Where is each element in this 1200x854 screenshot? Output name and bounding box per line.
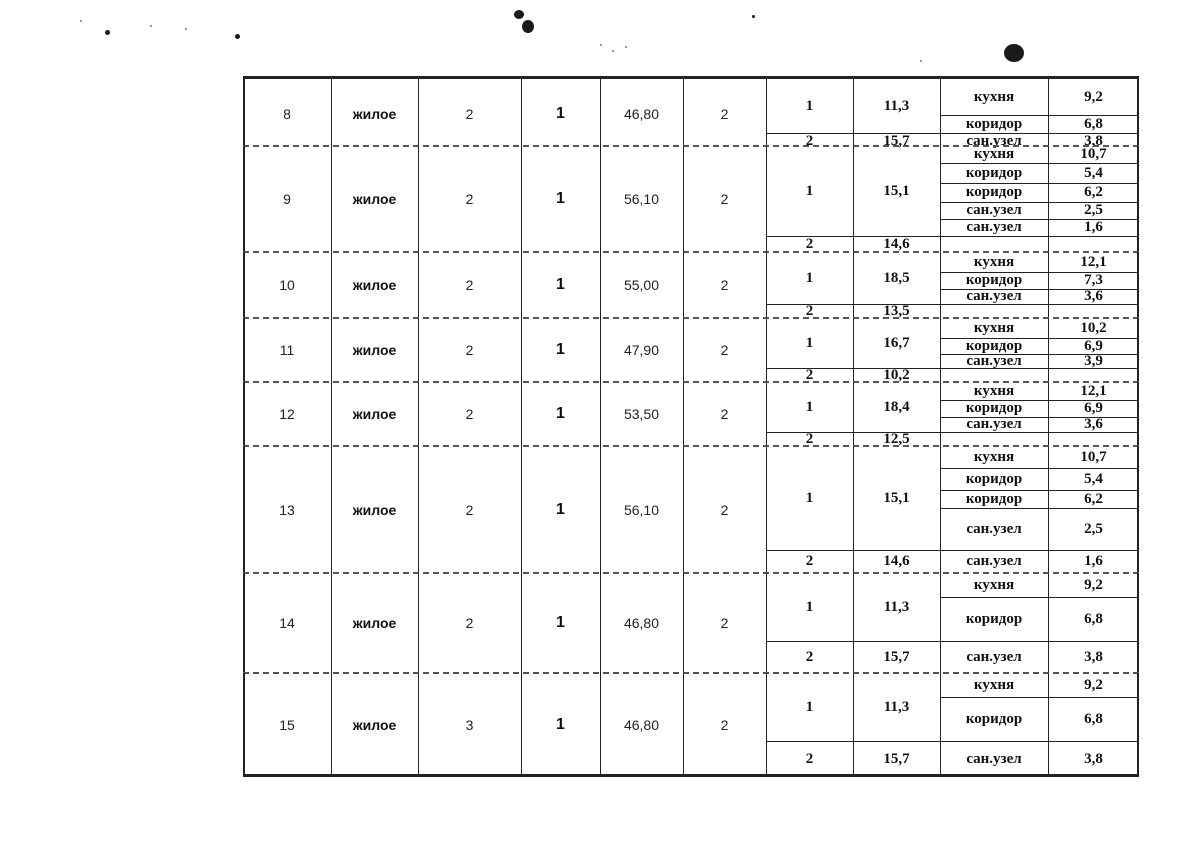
aux-room-name: сан.узел [966,750,1022,767]
room-1-number: 1 [805,182,814,199]
room-count: 2 [720,615,729,631]
flat-kind: жилое [352,191,397,207]
room-2-number: 2 [805,366,814,383]
aux-room-area: 2,5 [1084,202,1103,218]
aux-room-area: 10,2 [1080,319,1107,336]
room-1-area: 11,3 [883,97,910,114]
aux-room-name: кухня [973,319,1015,336]
apartment-row [243,673,1139,777]
floor: 2 [465,406,474,422]
room-2-number: 2 [805,302,814,319]
room-1-area: 11,3 [883,598,910,615]
scan-speck [235,34,240,39]
floor: 2 [465,277,474,293]
room-1-number: 1 [805,97,814,114]
aux-room-area: 5,4 [1084,470,1103,487]
floor: 2 [465,191,474,207]
aux-room-name: кухня [973,576,1015,593]
scan-speck [752,15,755,18]
room-2-area: 14,6 [883,235,910,252]
scan-speck [522,20,534,33]
room-1-number: 1 [805,334,814,351]
aux-room-area: 10,7 [1080,448,1107,465]
flat-number: 8 [283,106,291,122]
aux-room-area: 2,5 [1084,520,1103,537]
flat-number: 11 [279,342,295,358]
aux-room-name: кухня [973,448,1015,465]
room-2-number: 2 [805,430,814,447]
aux-room-area: 3,8 [1084,132,1103,149]
scan-dust [920,60,922,62]
scan-dust [150,25,152,27]
aux-room-area: 3,6 [1084,288,1103,304]
one-marker: 1 [556,405,565,422]
room-1-area: 16,7 [883,334,910,351]
aux-room-name: сан.узел [966,553,1022,569]
aux-room-name: сан.узел [966,132,1022,149]
room-count: 2 [720,406,729,422]
total-area: 47,90 [623,342,660,358]
one-marker: 1 [556,341,565,358]
aux-room-name: сан.узел [966,202,1022,218]
scan-speck [105,30,110,35]
flat-kind: жилое [352,501,397,518]
aux-room-name: кухня [973,88,1015,105]
aux-room-name: коридор [965,115,1023,132]
floor: 2 [465,106,474,122]
flat-kind: жилое [352,406,397,422]
flat-number: 10 [279,277,295,293]
aux-room-name: коридор [965,272,1023,288]
room-2-number: 2 [805,132,814,149]
one-marker: 1 [556,276,565,293]
one-marker: 1 [556,614,565,631]
room-1-area: 15,1 [883,182,910,199]
scan-dust [80,20,82,22]
aux-room-area: 7,3 [1084,272,1103,288]
aux-room-area: 3,8 [1084,750,1103,767]
room-1-area: 18,4 [883,398,910,415]
aux-room-area: 9,2 [1084,88,1103,105]
aux-room-name: коридор [965,337,1023,354]
aux-room-name: кухня [973,253,1015,270]
apartment-row [243,318,1139,382]
aux-room-area: 6,8 [1084,710,1103,727]
flat-kind: жилое [352,106,397,122]
aux-room-name: сан.узел [966,219,1022,235]
floor: 2 [465,615,474,631]
room-1-area: 18,5 [883,269,910,286]
total-area: 46,80 [623,106,660,122]
flat-number: 13 [279,501,295,518]
flat-kind: жилое [352,615,397,631]
total-area: 56,10 [623,501,660,518]
aux-room-area: 6,2 [1084,184,1103,200]
room-count: 2 [720,501,729,518]
scan-speck [1004,44,1024,62]
room-1-number: 1 [805,269,814,286]
scan-dust [600,44,602,46]
floor: 3 [465,717,474,733]
aux-room-name: коридор [965,610,1023,627]
room-1-number: 1 [805,598,814,615]
aux-room-area: 6,9 [1084,337,1103,354]
flat-number: 15 [279,717,295,733]
total-area: 46,80 [623,717,660,733]
room-1-area: 11,3 [883,698,910,715]
aux-room-area: 9,2 [1084,576,1103,593]
flat-kind: жилое [352,277,397,293]
flat-kind: жилое [352,717,397,733]
aux-room-area: 10,7 [1080,146,1107,162]
aux-room-area: 12,1 [1080,382,1107,399]
apartment-row [243,573,1139,673]
aux-room-name: кухня [973,676,1015,693]
aux-room-name: сан.узел [966,416,1022,432]
room-count: 2 [720,717,729,733]
one-marker: 1 [556,105,565,122]
room-1-area: 15,1 [883,489,910,506]
flat-number: 12 [279,406,295,422]
room-2-number: 2 [805,553,814,569]
room-1-number: 1 [805,489,814,506]
aux-room-name: коридор [965,710,1023,727]
room-2-area: 15,7 [883,648,910,665]
apartment-row [243,382,1139,446]
floor: 2 [465,501,474,518]
aux-room-name: коридор [965,184,1023,200]
aux-room-area: 3,8 [1084,648,1103,665]
room-2-area: 15,7 [883,750,910,767]
aux-room-area: 1,6 [1084,553,1103,569]
total-area: 56,10 [623,191,660,207]
aux-room-area: 3,9 [1084,352,1103,369]
apartment-row [243,146,1139,252]
room-2-number: 2 [805,235,814,252]
room-count: 2 [720,342,729,358]
room-2-number: 2 [805,648,814,665]
aux-room-area: 5,4 [1084,164,1103,181]
aux-room-name: сан.узел [966,520,1022,537]
apartment-row [243,446,1139,573]
total-area: 46,80 [623,615,660,631]
aux-room-name: коридор [965,470,1023,487]
room-count: 2 [720,191,729,207]
aux-room-name: коридор [965,164,1023,181]
room-count: 2 [720,106,729,122]
aux-room-name: кухня [973,382,1015,399]
aux-room-area: 3,6 [1084,416,1103,432]
room-2-number: 2 [805,750,814,767]
aux-room-area: 6,8 [1084,610,1103,627]
aux-room-name: кухня [973,146,1015,162]
aux-room-area: 6,2 [1084,490,1103,507]
room-1-number: 1 [805,698,814,715]
room-2-area: 14,6 [883,553,910,569]
flat-number: 9 [283,191,291,207]
aux-room-area: 9,2 [1084,676,1103,693]
aux-room-name: коридор [965,400,1023,416]
apartment-row [243,252,1139,318]
scan-speck [514,10,524,19]
aux-room-name: коридор [965,490,1023,507]
aux-room-name: сан.узел [966,288,1022,304]
one-marker: 1 [556,500,565,518]
aux-room-area: 12,1 [1080,253,1107,270]
scan-dust [625,46,627,48]
room-1-number: 1 [805,398,814,415]
room-2-area: 15,7 [883,132,910,149]
room-count: 2 [720,277,729,293]
floor: 2 [465,342,474,358]
flat-number: 14 [279,615,295,631]
aux-room-name: сан.узел [966,648,1022,665]
aux-room-area: 6,9 [1084,400,1103,416]
total-area: 55,00 [623,277,660,293]
scan-dust [185,28,187,30]
aux-room-area: 1,6 [1084,219,1103,235]
one-marker: 1 [556,190,565,207]
scan-dust [612,50,614,52]
aux-room-area: 6,8 [1084,115,1103,132]
room-2-area: 13,5 [883,302,910,319]
flat-kind: жилое [352,342,397,358]
apartment-row [243,76,1139,149]
room-2-area: 12,5 [883,430,910,447]
room-2-area: 10,2 [883,366,910,383]
aux-split-line [940,236,1139,237]
total-area: 53,50 [623,406,660,422]
one-marker: 1 [556,716,565,733]
aux-room-name: сан.узел [966,352,1022,369]
